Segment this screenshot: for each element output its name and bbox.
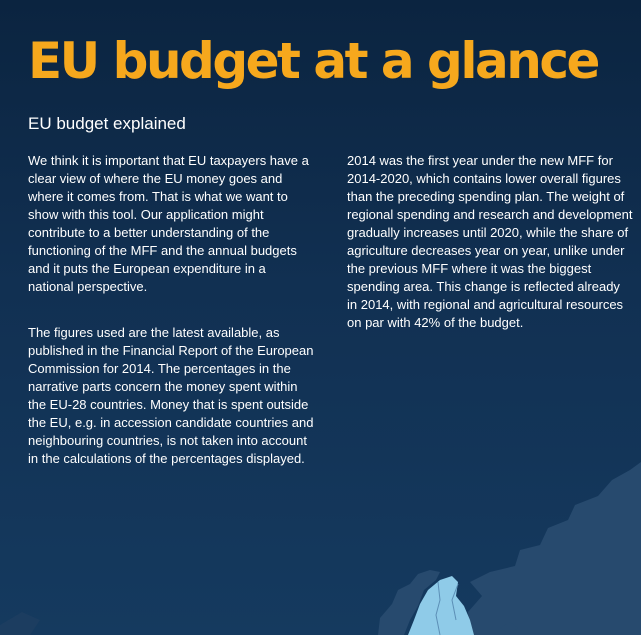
map-region-west — [0, 612, 40, 635]
section-subtitle: EU budget explained — [28, 114, 186, 133]
page-title: EU budget at a glance — [28, 32, 598, 90]
left-text-column — [28, 152, 314, 496]
mff-paragraph: 2014 was the first year under the new MFF for 2014-2020, which contains lower overall figures than the preceding spending plan. The weight of regional spending and research and development gradually increases until 2020, while the share of agriculture decreases year on year, unlike under the previous MFF where it was the biggest spending area. This change is reflected already in 2014, with regional and agricultural resources on par with 42% of the budget. — [347, 153, 633, 330]
intro-paragraph: We think it is important that EU taxpayers have a clear view of where the EU money goes and where it comes from. That is what we want to show with this tool. Our application might contribute to a better understanding of the functioning of the MFF and the annual budgets and it puts the European expenditure in a national perspective. — [28, 153, 309, 294]
map-region-east — [468, 462, 641, 635]
right-text-column — [347, 152, 633, 360]
figures-paragraph: The figures used are the latest available, as published in the Financial Report of the European Commission for 2014. The percentages in the narrative parts concern the money spent within the EU-28 countries. Money that is spent outside the EU, e.g. in accession candidate countries and neighbouring countries, is not taken into account in the calculations of the percentages displayed. — [28, 325, 314, 466]
